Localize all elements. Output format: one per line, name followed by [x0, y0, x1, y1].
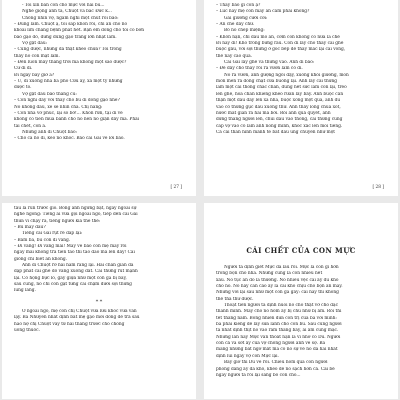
text-line: Vợ gật đầu: [22, 41, 48, 47]
text-line: – Bầm bà, bu con đi vắng. [14, 237, 71, 243]
text-line: tấu lá run trước gió. Bỗng anh ngừng bặt, ngày ngoài sự [14, 206, 137, 211]
text-line: Nhưng với lại sau như một con gà gầy: cái này thì không [216, 290, 339, 296]
text-line: giống chỉ biết ăn không. [14, 256, 67, 262]
text-line: mon men ra đóng chặt cửa buồng lại. Anh lấy cái thừng [216, 79, 338, 85]
text-line: bảo gạo đỏ, đừng đúng gạo trắng lởn nhạt làm. [14, 34, 117, 40]
text-line: Vợ gật đầu bảo thằng cu: [22, 91, 77, 97]
page-number-27: [ 27 ] [170, 185, 182, 190]
text-line: Nhưng anh đi Chuột bảo: [22, 129, 77, 135]
text-line: thưa vì chạy ra, tiếng người kia the the: [14, 218, 101, 224]
text-line: – Bu mày đâu? [14, 225, 46, 231]
text-line: – Lúc này mẹ con mày ăn cám phải không? [216, 9, 310, 15]
text-line: – Con nghĩ đấy với thầy cho bu đi đong gạo nhé? [14, 98, 120, 104]
page-27 [2, 0, 196, 196]
text-line: cho nó. Nó hay cắn cáo ấy là cái khó chịu cho bọn ăn mày. [216, 284, 343, 290]
text-line: trong bọn chó nhà. Nhưng cũng là con nhiều nết [216, 271, 323, 277]
text-line: Tiếng cái Gái rụt rè đáp lại: [22, 231, 83, 237]
text-line: Cả cái thân hình mảnh tê bắt đầu ung chuyên như một [216, 129, 336, 135]
text-line: Nó ra vườn, anh gượng ngồi dậy, xuống khỏi giường, mon [224, 72, 349, 78]
page-30-text [216, 265, 386, 379]
text-line: – Đến luôn mấy tháng trời mà không một sao được? [14, 60, 127, 66]
text-line: lên ghế, hóa chân khiêng khéo rưan lấy bấy. Anh buộc cẩn [216, 91, 344, 97]
text-line: nghe ngóng: Tiếng ai vừa gọi ngoài ngõ, tiếp đến cái Gái [14, 212, 138, 218]
text-line: thận một đầu dây lên xà nhà, buộc xong một quá, anh đu [216, 98, 341, 104]
text-line: thể tha thứ được. [216, 296, 254, 302]
text-line: ngày người ta rồi lại sáng bỏ con chó... [216, 372, 301, 378]
text-line: uống thuốc. [14, 327, 40, 333]
text-line: bà phải kiêng để lấy sữa lành cho con bú. Sau cùng người [216, 322, 342, 328]
text-line: – Để đấy cho thầy rồi ra vườn làm cỏ đi. [216, 66, 303, 72]
page-29 [2, 203, 196, 399]
text-line: Người ta định giết Mực đã lâu rồi. Mực là con gì hơn [224, 265, 339, 270]
text-line: thành mình. Mày cho nó hôm ấy bị chú như bị ấm. Rồi thì [216, 309, 342, 315]
page-number-28: [ 28 ] [372, 185, 384, 190]
text-line: – Ăn chè đấy chứ. [216, 22, 255, 28]
text-line: tái chết, con a. [14, 123, 47, 129]
text-line: – Ừ, đi xuống nhà bà phó Cửu ấy, xa một tý nhưng [14, 79, 123, 85]
text-line: – Cũng được, nhưng đã thật khéo chưa? Tôi trông [14, 47, 122, 53]
text-line: lùng lắng. [14, 288, 36, 294]
text-line: Chồng nhìn vợ, ngẫm nghĩ một chút rồi bảo: [22, 15, 119, 21]
text-line: ngày mai không trả tiền tao thì tao dào mả lên đấy! Cái [14, 250, 135, 256]
text-line: làm một cái thòng chắc chắn, dùng hết sức làm con lại, trèo [216, 85, 347, 91]
text-line: vào cổ thừng gục đầu xuống thử. Anh thấy lòng chua xót, [216, 104, 341, 110]
page-30 [204, 203, 398, 399]
text-line: thế này cao quá. [216, 53, 252, 59]
text-line: Cái Gái lấy ghế và thừng vào. Anh đi bảo: [224, 60, 315, 66]
text-line: - Tôi xin bán con chó mực với hai bu... [22, 3, 105, 8]
text-line: – Đúng lắm. Chuột ạ, tôi sắp khôn rồi, chỉ ăn cho no [14, 22, 128, 28]
text-line: buộc gấu, với sợi thừng ở góc bếp để thầy mắc lại cái võng, [216, 47, 346, 53]
page-29-text-bottom [14, 309, 184, 334]
chapter-title: CÁI CHẾT CỦA CON MỰC [246, 246, 356, 255]
text-line: nước mắt giàn ra hai má bơi. Rồi anh quả quyết, anh [216, 110, 331, 116]
text-line: Anh đi Chuột rờ hai hàm răng lại. Hai chân giãn đã [22, 263, 134, 269]
text-line: thấy nó còn mặt lắm. [14, 53, 60, 59]
page-28-text [216, 3, 386, 136]
text-line: tết tháng năm. Bỗng nhiên dứa con trị của bà vơi mình: [216, 315, 337, 321]
text-line: con cả và sớt ấy của vợ chồng người anh về sợ. Bà [216, 341, 326, 347]
text-line: – Khốn nạn, chỉ đầu mõ ăn, cơm còn không có nữa là chế [216, 34, 340, 40]
section-separator: * * [95, 298, 103, 305]
text-line: đạp phắt cái ghế đổ vang xuống đất. Cái thừng rút mạnh [14, 269, 138, 275]
text-line: đứng thẳng người lên, chui đầu vào thòng, cái thừng cũng [216, 117, 343, 123]
text-line: ta nhất định thịt nó vào rằm tháng bảy, ai ẩm cũng mặc. [216, 328, 339, 334]
page-27-text [14, 3, 184, 143]
text-line: mang nhưng bắt ngờ mất mà có nó sự về nó đã hài nhất [216, 347, 338, 353]
text-line: lại. Cổ họng bực lo, gáy giựa như một con gà bị bẫy, [14, 275, 127, 281]
text-line: – Cho cá nó đi, kéo nó khóc. Bảo cái Gái về lời bảo. [14, 136, 125, 142]
text-line: Ở ngoài ngõ, mẹ con chị Chuột vừa lưu khóc vừa van [22, 308, 137, 314]
text-line: – Con nhà vỡ phúc, lại so bở!... Khôn rưn, tại đi về [14, 110, 123, 116]
text-line: hào nợ chị Chuột vay từ hai tháng trước cho chồng [14, 321, 125, 327]
page-28 [204, 0, 398, 196]
text-line: Gái giương cười cời: [224, 15, 268, 21]
page-29-text-top [14, 206, 184, 295]
text-line: lạy. Bà Nhưyên nhất định bắt mẹ gạo mới đóng để trả sáu [14, 315, 140, 321]
text-line: Thoạt tiên người ta định nuôi nó cho thật vớ cho đặc [224, 303, 339, 309]
text-line: Đi ngay bây giờ à? [14, 72, 55, 78]
text-line: Nghe giọng anh ta, Chuột và bác Đức k... [22, 9, 112, 15]
text-line: cáp vợ vào cổ làm anh nóng mình, khóc xấc lên mỗi tiếng. [216, 123, 343, 129]
text-line: Nhưng lần này Mực vẫn thoát nạn là vì nhờ có Du. Người [216, 334, 341, 340]
text-line: Bây giờ thì Du về rồi. Chiều hôm qua con người [224, 360, 328, 366]
text-line: định lùi ngày vợ con Mực lại. [216, 353, 279, 359]
text-line: không có tiền mua bánh cho nó nên nó giận đấy mà. Phải [14, 117, 140, 123]
text-line: Bố nó chép miệng: [224, 28, 265, 34]
text-line: khoai lim chẳng bệnh phát hết. Bạn em đóng cho tôi có bớn [14, 28, 145, 34]
text-line: xấu. Nó tục ăn đó là thường. Nó nhiều vệc cái ấy dù khó [216, 277, 339, 283]
text-line: phòng đằng ấy đã khỏ, khéo để nó sạch hơn cả. Cái bể [216, 366, 335, 372]
text-line: Đi này đi! Khó trong bưng rau. Con đi lấy cho thầy cái ghế [216, 41, 344, 47]
text-line: được to. [14, 85, 32, 91]
text-line: – Đi vắng! Đi vắng mãi! Mày về bảo con mẹ mày rồi [14, 244, 127, 250]
text-line: Cứ đi đi. [14, 66, 33, 72]
text-line: Nó không đâu, xe sẽ nhìn cha. Chị năng: [14, 104, 103, 110]
text-line: – Thầy bảo gì con ạ? [216, 3, 261, 8]
text-line: sau cùng, nó chỉ còn gặt từng cái chậm dưới sợi thừng [14, 282, 132, 288]
